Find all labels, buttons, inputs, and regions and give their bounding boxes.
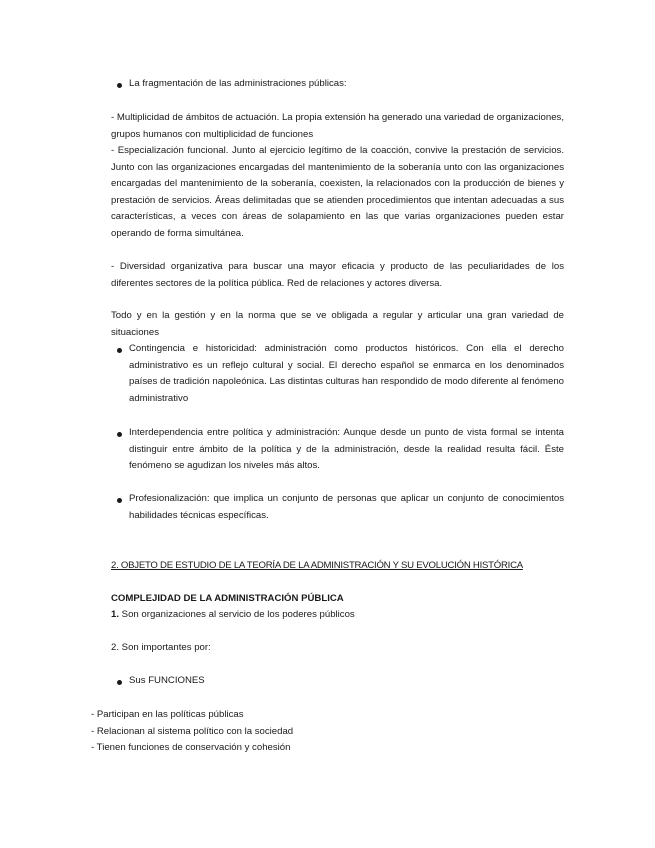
paragraph-especializacion: - Especialización funcional. Junto al ejercicio legítimo de la coacción, convive la prestación de servicios. Junto con las organizaciones encargadas del mantenimiento de la soberanía unto con las organizaciones encargadas del mantenimiento de la soberanía, coexisten, la relacionados con la producción de bienes y prestación de servicios. Áreas delimitadas que se atienden procedimientos que intentan adecuadas a sus características, a veces con áreas de solapamiento en las que varias organizaciones pueden estar operando de forma simultánea. <box>111 145 564 239</box>
bullet-profesionalizacion: Profesionalización: que implica un conjunto de personas que aplicar un conjunto de conocimientos habilidades técnicas específicas. <box>129 493 564 521</box>
item-text: Son organizaciones al servicio de los poderes públicos <box>119 609 355 620</box>
bullet-interdependencia: Interdependencia entre política y administración: Aunque desde un punto de vista formal se intenta distinguir entre ámbito de la política y de la administración, desde la realidad resulta fácil. Éste fenómeno se agudizan los niveles más altos. <box>129 427 564 472</box>
dash-item-tienen: - Tienen funciones de conservación y cohesión <box>91 742 291 753</box>
bullet-contingencia: Contingencia e historicidad: administración como productos históricos. Con ella el derecho administrativo es un reflejo cultural y social. El derecho español se enmarca en los denominados países de tradición napoleónica. Las distintas culturas han respondido de modo diferente al fenómeno administrativo <box>129 343 564 404</box>
bullet-icon <box>117 432 122 437</box>
dash-item-participan: - Participan en las políticas públicas <box>91 709 244 720</box>
paragraph-multiplicidad: - Multiplicidad de ámbitos de actuación. La propia extensión ha generado una variedad de organizaciones, grupos humanos con multiplicidad de funciones <box>111 112 564 140</box>
bullet-funciones: Sus FUNCIONES <box>129 675 205 686</box>
paragraph-diversidad: - Diversidad organizativa para buscar una mayor eficacia y producto de las peculiaridades de los diferentes sectores de la política pública. Red de relaciones y actores diversa. <box>111 261 564 289</box>
bullet-fragmentacion: La fragmentación de las administraciones públicas: <box>129 78 347 89</box>
numbered-item-1 <box>111 607 571 624</box>
bullet-icon <box>117 348 122 353</box>
item-number: 1. <box>111 609 120 620</box>
bullet-icon <box>117 498 122 503</box>
subheading-complejidad: COMPLEJIDAD DE LA ADMINISTRACIÓN PÚBLICA <box>111 593 344 604</box>
numbered-item-2: 2. Son importantes por: <box>111 642 211 653</box>
bullet-icon <box>117 680 122 685</box>
section-heading: 2. OBJETO DE ESTUDIO DE LA TEORÍA DE LA ADMINISTRACIÓN Y SU EVOLUCIÓN HISTÓRICA <box>111 560 523 571</box>
paragraph-todo: Todo y en la gestión y en la norma que se ve obligada a regular y articular una gran variedad de situaciones <box>111 310 564 338</box>
bullet-icon <box>117 83 122 88</box>
dash-item-relacionan: - Relacionan al sistema político con la sociedad <box>91 726 294 737</box>
